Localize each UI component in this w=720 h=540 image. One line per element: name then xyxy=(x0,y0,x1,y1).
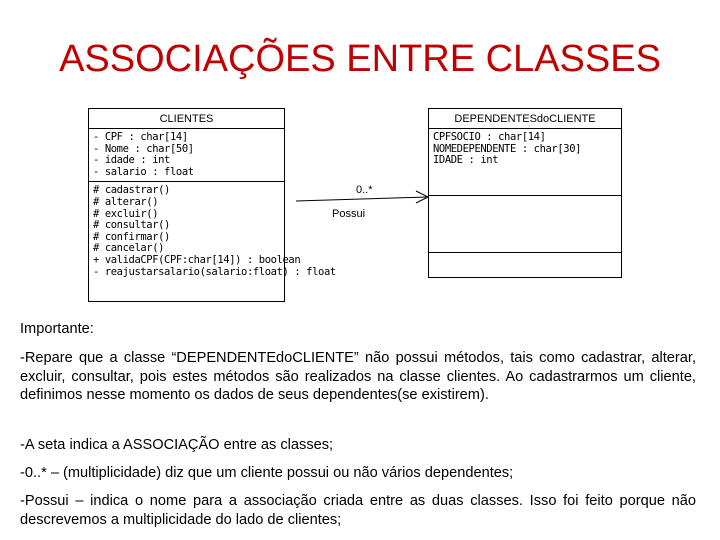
association-name: Possui xyxy=(332,208,366,220)
paragraph-methods: -Repare que a classe “DEPENDENTEdoCLIENTE” não possui métodos, tais como cadastrar, alterar, excluir, consultar, pois estes métodos são realizados na classe clientes. Ao cadastrarmos um cliente, definimos nesse momento os dados de seus dependentes(se existirem). xyxy=(20,350,696,404)
operation-row: # excluir() xyxy=(93,207,159,220)
paragraph-multiplicity: -0..* – (multiplicidade) diz que um cliente possui ou não vários dependentes; xyxy=(20,465,514,481)
paragraph-arrow: -A seta indica a ASSOCIAÇÃO entre as classes; xyxy=(20,437,334,453)
attribute-row: - Nome : char[50] xyxy=(93,142,194,155)
operation-row: # confirmar() xyxy=(93,230,170,243)
slide-title: ASSOCIAÇÕES ENTRE CLASSES xyxy=(59,38,661,80)
class-attributes xyxy=(429,129,621,196)
class-name: DEPENDENTESdoCLIENTE xyxy=(429,109,621,129)
operation-row: # cancelar() xyxy=(93,242,165,255)
operation-row: - reajustarsalario(salario:float) : float xyxy=(93,265,336,278)
attribute-row: IDADE : int xyxy=(433,154,499,167)
attribute-row: CPFSOCIO : char[14] xyxy=(433,131,546,143)
operation-row: # consultar() xyxy=(93,219,170,232)
attribute-row: - salario : float xyxy=(93,165,194,178)
operation-row: + validaCPF(CPF:char[14]) : boolean xyxy=(93,253,301,266)
important-heading: Importante: xyxy=(20,321,94,337)
class-clientes xyxy=(88,108,336,302)
class-attributes xyxy=(89,129,284,182)
operation-row: # alterar() xyxy=(93,195,159,208)
class-operations xyxy=(429,196,621,253)
arrow-head xyxy=(416,191,428,203)
operation-row: # cadastrar() xyxy=(93,184,170,197)
association-line xyxy=(296,197,428,201)
attribute-row: - idade : int xyxy=(93,154,170,167)
class-operations xyxy=(89,182,336,281)
paragraph-possui: -Possui – indica o nome para a associação criada entre as duas classes. Isso foi feito porque não descrevemos a multiplicidade do lado de clientes; xyxy=(20,493,696,528)
attribute-row: NOMEDEPENDENTE : char[30] xyxy=(433,142,582,155)
class-dependentes xyxy=(428,108,622,278)
attribute-row: - CPF : char[14] xyxy=(93,131,188,143)
class-name: CLIENTES xyxy=(89,109,284,129)
association-multiplicity: 0..* xyxy=(356,184,373,196)
